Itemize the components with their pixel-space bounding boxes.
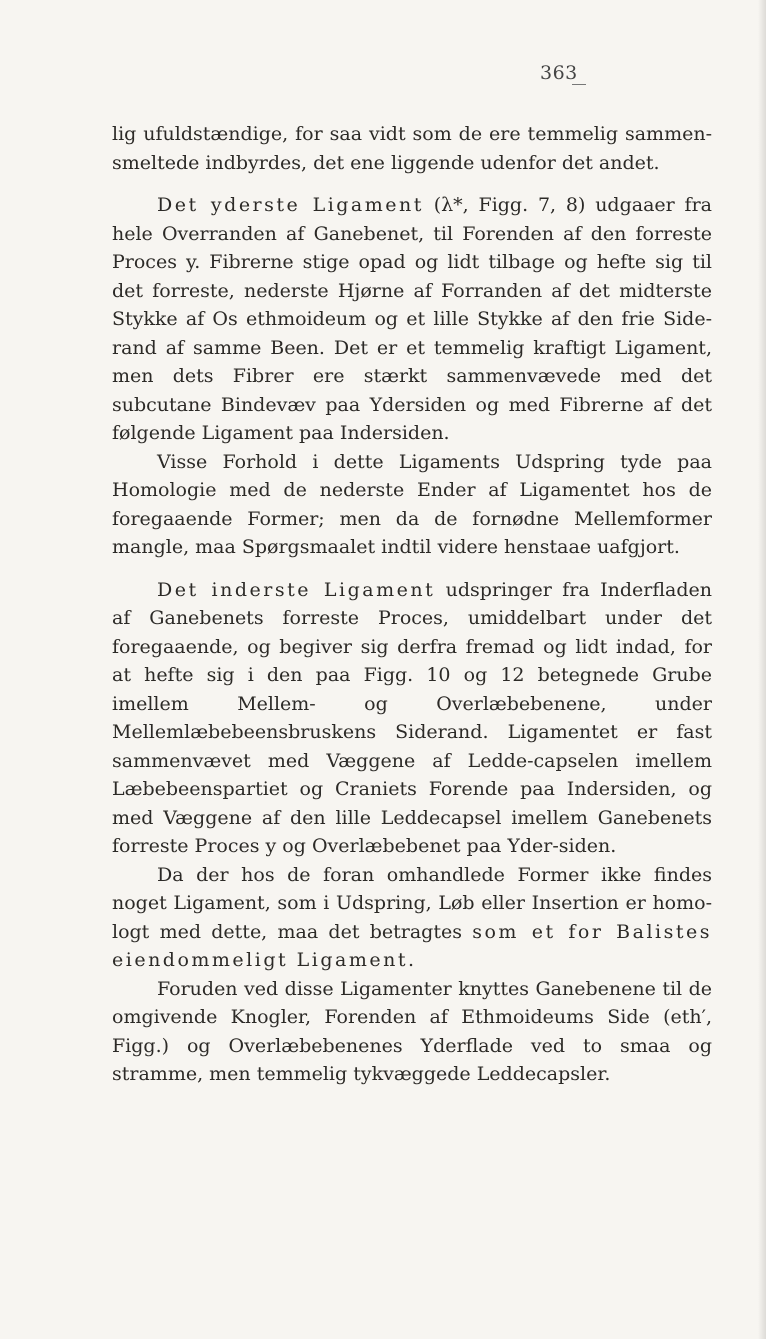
page-edge-shadow (758, 0, 766, 1339)
paragraph-continuation (112, 120, 712, 177)
spaced-heading-inderste: Det inderste Ligament (157, 578, 436, 601)
spaced-heading-yderste: Det yderste Ligament (157, 194, 424, 216)
text-run: Visse Forhold i dette Ligaments Udspring tyde paa Homologie med de nederste Ender af Ligamentet hos de foregaaende Former; men da de fornødne Mellemformer mangle, maa Spørgsmaalet indtil videre henstaae uafgjort. (112, 450, 712, 558)
text-run: Foruden ved disse Ligamenter knyttes Ganebenene til de omgivende Knogler, Forenden af Ethmoideums Side (eth′, Figg.) og Overlæbebenenes Yderflade ved to smaa og stramme, men temmelig tykvæggede Leddecapsler. (112, 977, 712, 1085)
paragraph-homologie (112, 448, 712, 562)
paragraph-balistes (112, 861, 712, 975)
text-run: lig ufuldstændige, for saa vidt som de ere temmelig sammen-smeltede indbyrdes, det ene liggende udenfor det andet. (112, 123, 712, 174)
text-run: Da der hos de foran omhandlede Former ikke findes noget Ligament, som i Udspring, Løb eller Insertion er homo-logt med dette, maa det betragtes (112, 863, 712, 943)
paragraph-yderste-ligament (112, 191, 712, 448)
page-number: 363 (540, 62, 578, 84)
spaced-emphasis-balistes: som et for Balistes eiendommeligt Ligament. (112, 920, 712, 971)
text-run: udspringer fra Inderfladen af Ganebenets forreste Proces, umiddelbart under det foregaaende, og begiver sig derfra fremad og lidt indad, for at hefte sig i den paa Figg. 10 og 12 betegnede Grube imellem Mellem- og Overlæbebenene, under Mellemlæbebeensbruskens Siderand. Ligamentet er fast sammenvævet med Væggene af Ledde-capselen imellem Læbebeenspartiet og Craniets Forende paa Indersiden, og med Væggene af den lille Leddecapsel imellem Ganebenets forreste Proces y og Overlæbebenet paa Yder-siden. (112, 578, 712, 857)
page-number-rule (572, 84, 586, 85)
paragraph-leddecapsler (112, 975, 712, 1089)
body-text (112, 120, 712, 1089)
text-run: (λ*, Figg. 7, 8) udgaaer fra hele Overranden af Ganebenet, til Forenden af den forreste Proces y. Fibrerne stige opad og lidt tilbage og hefte sig til det forreste, nederste Hjørne af Forranden af det midterste Stykke af Os ethmoideum og et lille Stykke af den frie Side-rand af samme Been. Det er et temmelig kraftigt Ligament, men dets Fibrer ere stærkt sammenvævede med det subcutane Bindevæv paa Ydersiden og med Fibrerne af det følgende Ligament paa Indersiden. (112, 194, 712, 444)
paragraph-inderste-ligament (112, 576, 712, 861)
